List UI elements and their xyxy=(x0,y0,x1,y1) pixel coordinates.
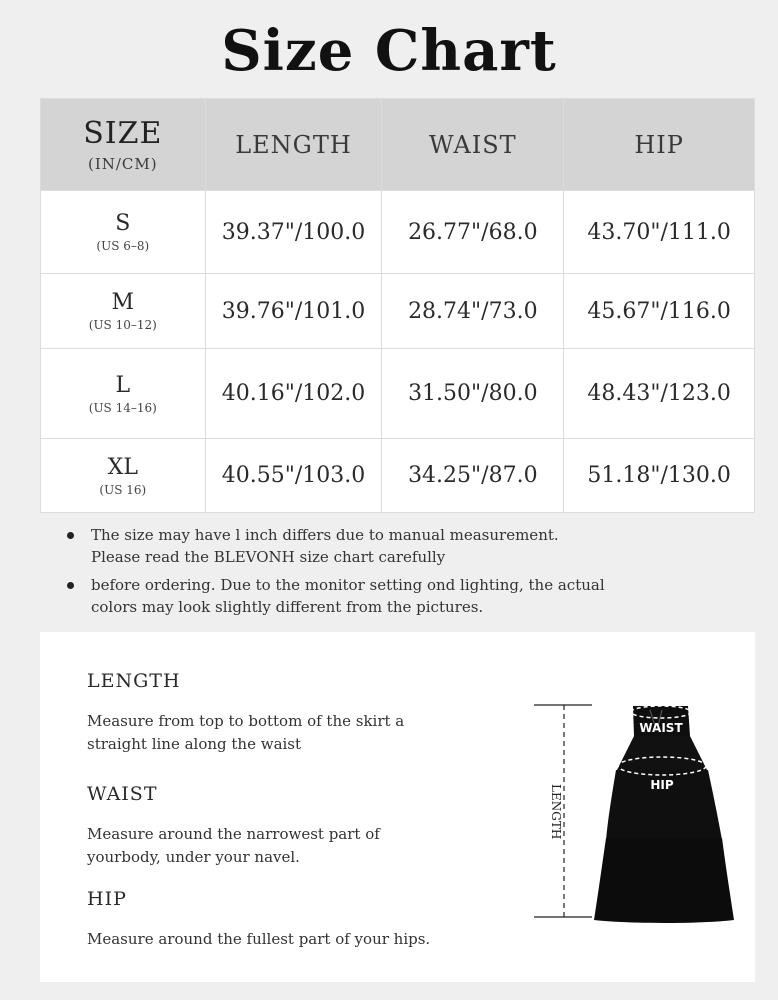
table-row xyxy=(41,191,755,274)
waist-cell: 26.77"/68.0 xyxy=(382,191,564,274)
us-size-label: (US 10–12) xyxy=(88,318,157,332)
table-row xyxy=(41,439,755,513)
length-desc-line: Measure from top to bottom of the skirt a xyxy=(87,712,405,730)
header-length: LENGTH xyxy=(205,99,382,191)
length-cell: 39.76"/101.0 xyxy=(205,274,382,349)
header-size-unit: (IN/CM) xyxy=(87,155,158,173)
length-cell: 40.16"/102.0 xyxy=(205,349,382,439)
hip-description xyxy=(87,928,467,951)
size-cell xyxy=(41,274,206,349)
hip-diagram-label: HIP xyxy=(650,778,674,792)
waist-guide xyxy=(87,783,467,869)
size-cell xyxy=(41,349,206,439)
table-header-row xyxy=(41,99,755,191)
hip-guide xyxy=(87,888,467,951)
waist-cell: 34.25"/87.0 xyxy=(382,439,564,513)
note-item xyxy=(60,574,680,618)
us-size-label: (US 14–16) xyxy=(88,400,157,415)
page-title: Size Chart xyxy=(221,18,557,84)
note-item xyxy=(60,524,680,568)
skirt-diagram xyxy=(530,698,740,923)
hip-cell: 45.67"/116.0 xyxy=(564,274,755,349)
note-line: colors may look slightly different from the pictures. xyxy=(91,598,484,616)
table-row xyxy=(41,274,755,349)
header-size xyxy=(41,99,206,191)
hip-cell: 43.70"/111.0 xyxy=(564,191,755,274)
note-line: Please read the BLEVONH size chart carefully xyxy=(91,548,446,566)
size-label: S xyxy=(115,211,131,236)
size-label: L xyxy=(115,372,131,398)
size-chart-table xyxy=(40,98,755,513)
bullet-icon xyxy=(67,582,74,589)
waist-heading: WAIST xyxy=(87,783,158,805)
hip-desc-line: Measure around the fullest part of your hips. xyxy=(87,930,431,948)
notes-list xyxy=(60,524,680,624)
length-diagram-label: LENGTH xyxy=(549,784,563,840)
note-line: The size may have l inch differs due to manual measurement. xyxy=(91,526,559,544)
us-size-label: (US 16) xyxy=(99,482,147,497)
length-description xyxy=(87,710,467,756)
skirt-tier-1 xyxy=(616,736,708,772)
size-cell xyxy=(41,439,206,513)
hip-cell: 51.18"/130.0 xyxy=(564,439,755,513)
measurement-guide-panel xyxy=(40,632,755,982)
header-waist: WAIST xyxy=(382,99,564,191)
length-cell: 39.37"/100.0 xyxy=(205,191,382,274)
waist-description xyxy=(87,823,467,869)
header-size-label: SIZE xyxy=(83,116,163,151)
length-heading: LENGTH xyxy=(87,670,181,692)
length-desc-line: straight line along the waist xyxy=(87,735,302,753)
skirt-shape xyxy=(594,706,734,923)
size-cell xyxy=(41,191,206,274)
size-label: M xyxy=(111,290,135,315)
waist-diagram-label: WAIST xyxy=(639,721,683,735)
length-guide xyxy=(87,670,467,756)
table-row xyxy=(41,349,755,439)
us-size-label: (US 6–8) xyxy=(96,239,150,253)
waist-cell: 31.50"/80.0 xyxy=(382,349,564,439)
waist-cell: 28.74"/73.0 xyxy=(382,274,564,349)
waist-desc-line: yourbody, under your navel. xyxy=(87,848,300,866)
skirt-tier-3 xyxy=(594,838,734,923)
hip-cell: 48.43"/123.0 xyxy=(564,349,755,439)
size-label: XL xyxy=(107,454,138,480)
note-line: before ordering. Due to the monitor setting ond lighting, the actual xyxy=(91,576,605,594)
bullet-icon xyxy=(67,532,74,539)
waist-desc-line: Measure around the narrowest part of xyxy=(87,825,380,843)
length-cell: 40.55"/103.0 xyxy=(205,439,382,513)
hip-heading: HIP xyxy=(87,888,127,910)
header-hip: HIP xyxy=(564,99,755,191)
